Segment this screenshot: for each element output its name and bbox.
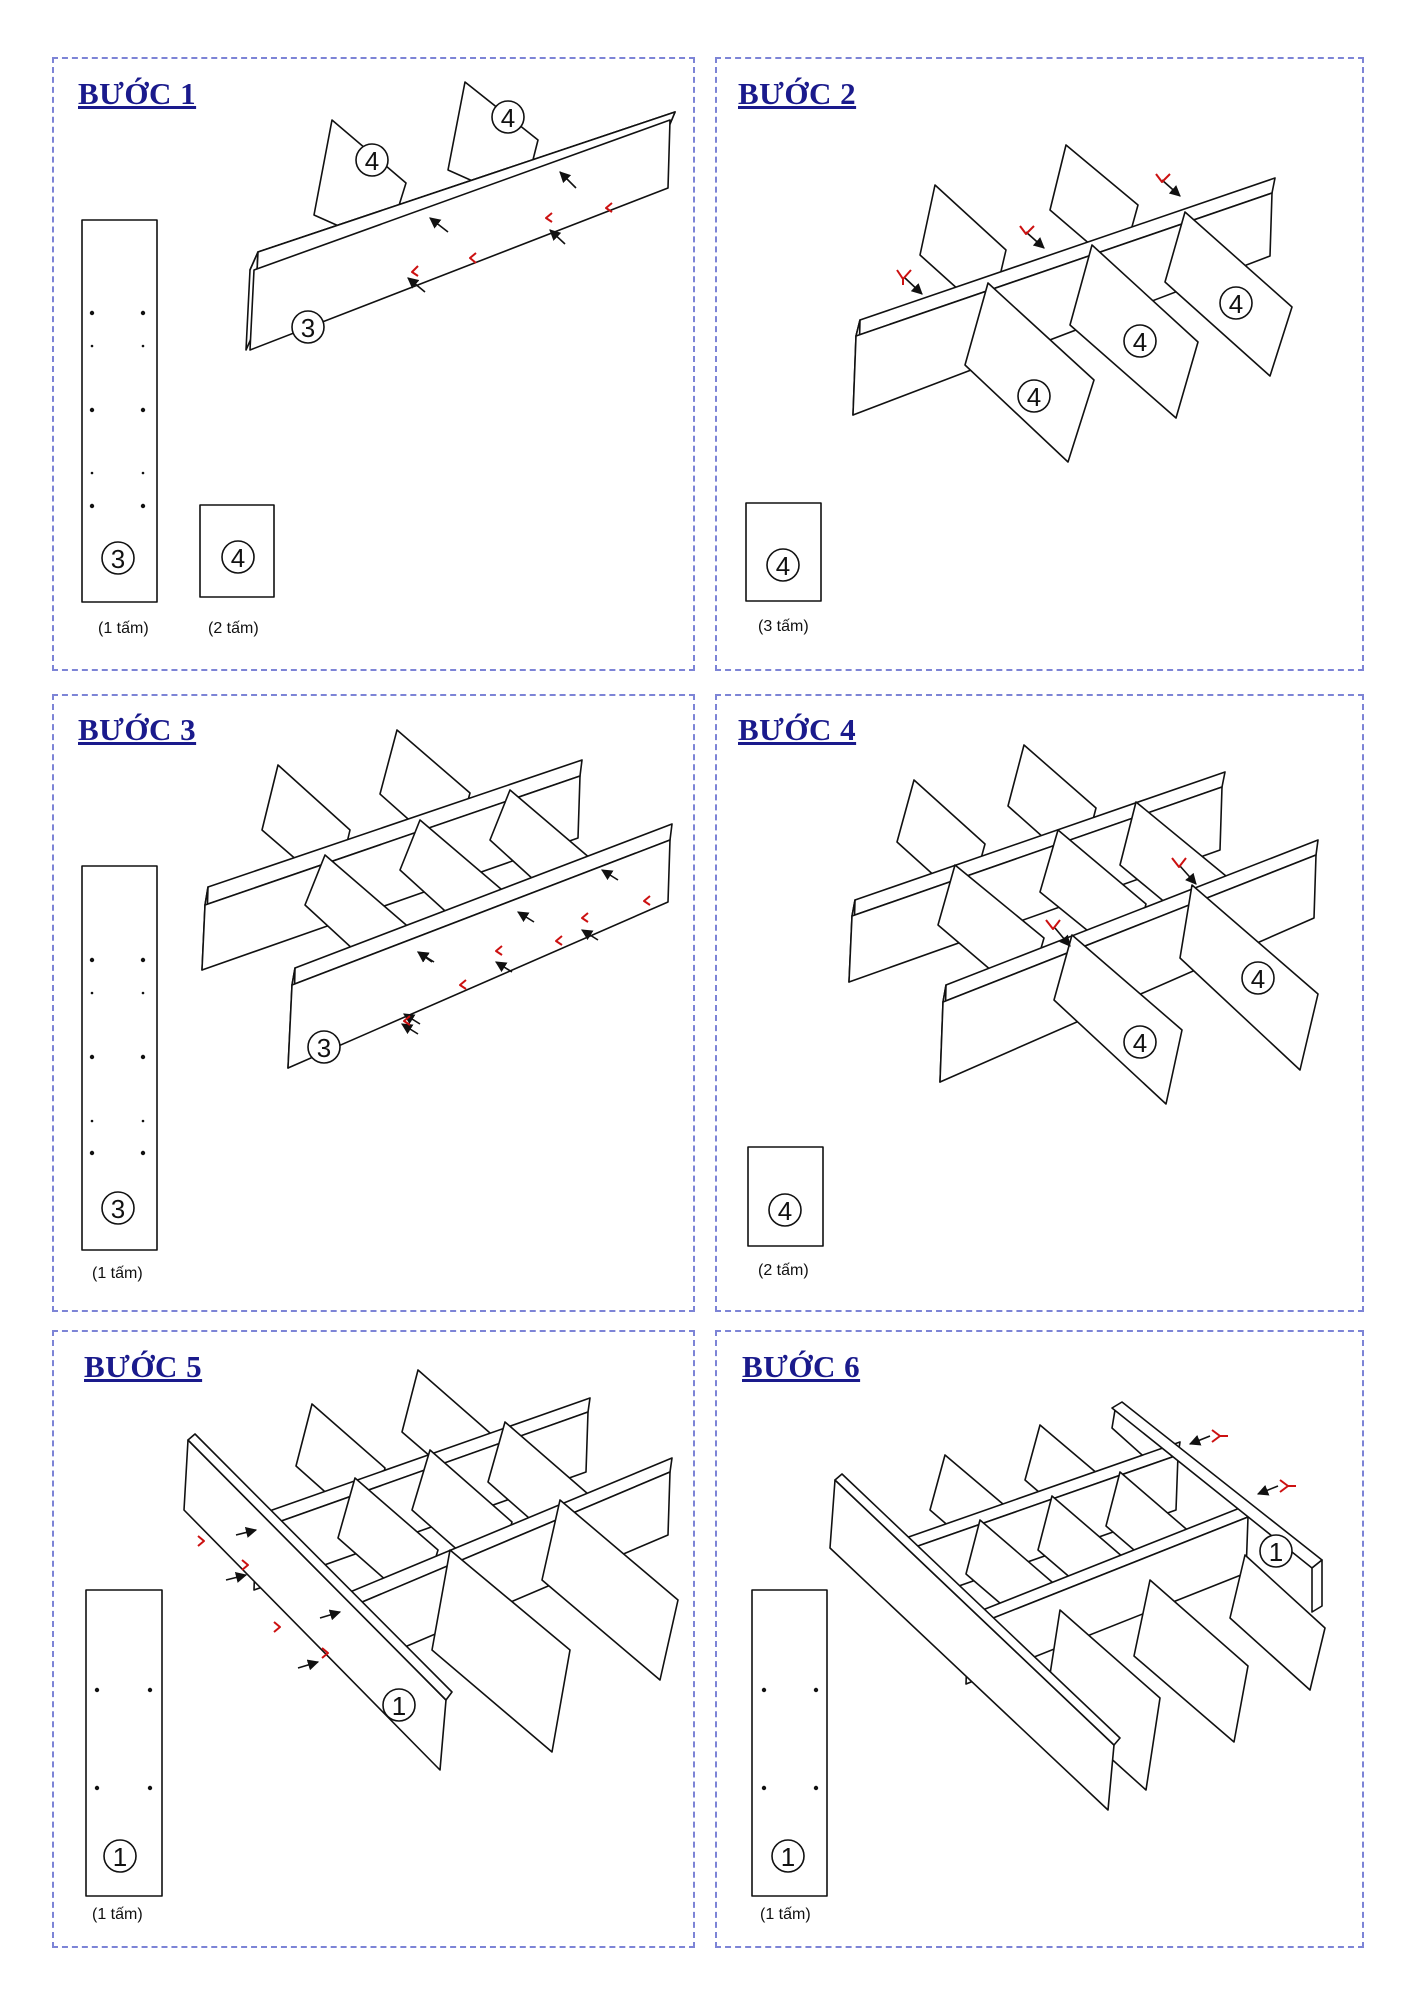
step-2-callout-4a: 4: [1026, 382, 1042, 412]
step-3-flat-panel-3: [82, 866, 157, 1250]
step-6-title: BƯỚC 6: [742, 1349, 861, 1384]
step-5-part-1-label: 1: [112, 1842, 128, 1872]
step-5-title: BƯỚC 5: [84, 1349, 203, 1384]
step-4-part-4-label: 4: [777, 1196, 793, 1226]
step-3-part-3-label: 3: [110, 1194, 126, 1224]
step-6-part-1-label: 1: [780, 1842, 796, 1872]
step-2-title: BƯỚC 2: [738, 76, 857, 111]
step-4-part-4-qty: (2 tấm): [758, 1262, 809, 1279]
step-4-callout-4a: 4: [1132, 1028, 1148, 1058]
step-4-callout-4b: 4: [1250, 964, 1266, 994]
step-3-title: BƯỚC 3: [78, 712, 197, 747]
step-1-part-3-qty: (1 tấm): [98, 620, 149, 637]
step-1-callout-4a: 4: [364, 146, 380, 176]
step-1-title: BƯỚC 1: [78, 76, 197, 111]
step-1-part-4-label: 4: [230, 543, 246, 573]
step-2-callout-4c: 4: [1228, 289, 1244, 319]
step-4-title: BƯỚC 4: [738, 712, 857, 747]
step-5-part-1-qty: (1 tấm): [92, 1906, 143, 1923]
step-1-part-3-label: 3: [110, 544, 126, 574]
step-3-callout-3: 3: [316, 1033, 332, 1063]
step-2-part-4-label: 4: [775, 551, 791, 581]
step-1-callout-4b: 4: [500, 103, 516, 133]
step-1-callout-3: 3: [300, 313, 316, 343]
step-6-part-1-qty: (1 tấm): [760, 1906, 811, 1923]
step-3-part-3-qty: (1 tấm): [92, 1265, 143, 1282]
step-1-part-4-qty: (2 tấm): [208, 620, 259, 637]
step-6-callout-1: 1: [1268, 1537, 1284, 1567]
step-2-callout-4b: 4: [1132, 327, 1148, 357]
step-5-callout-1: 1: [391, 1691, 407, 1721]
step-2-part-4-qty: (3 tấm): [758, 618, 809, 635]
